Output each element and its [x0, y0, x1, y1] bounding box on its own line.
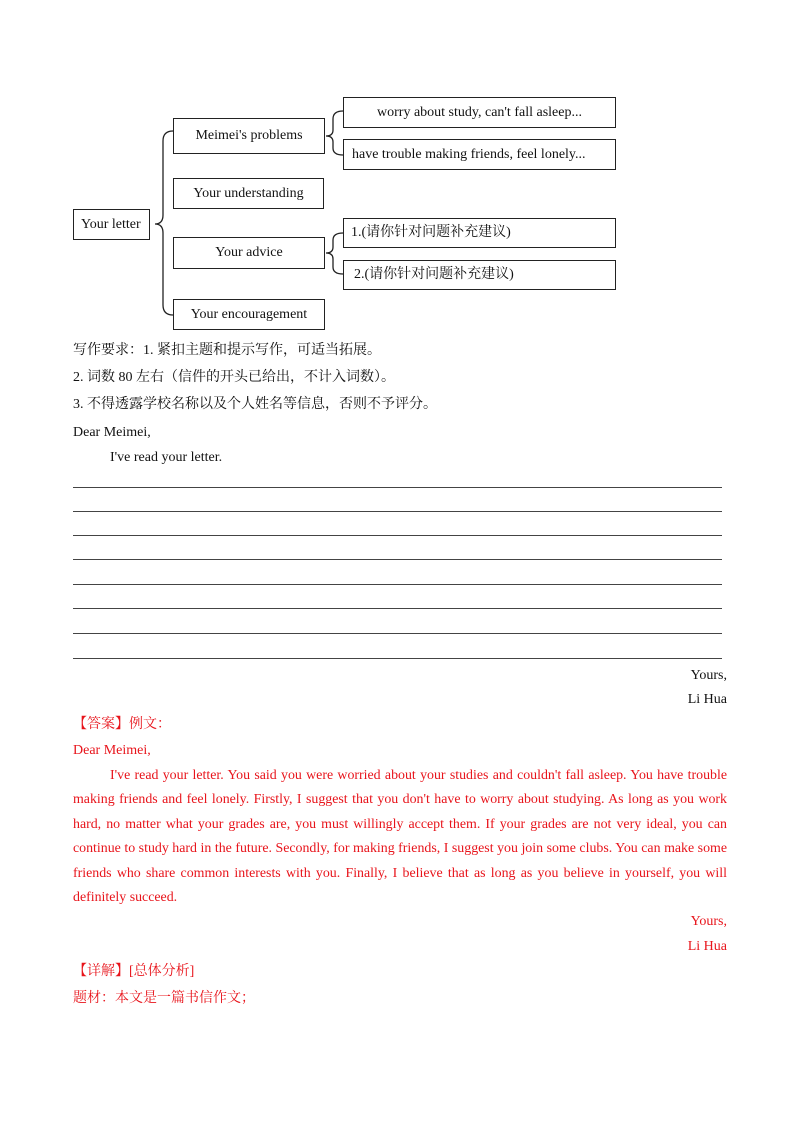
answer-closing: Yours, — [690, 914, 727, 929]
diagram-problem-study: worry about study, can't fall asleep... — [343, 97, 616, 128]
writing-line — [73, 487, 722, 488]
analysis-label: 【详解】[总体分析] — [73, 964, 195, 979]
writing-line — [73, 535, 722, 536]
diagram-root-your-letter: Your letter — [73, 209, 150, 240]
diagram-branch-problems: Meimei's problems — [173, 118, 325, 154]
writing-line — [73, 608, 722, 609]
answer-label: 【答案】例文： — [73, 717, 171, 732]
letter-closing: Yours, — [690, 668, 727, 683]
diagram-branch-advice: Your advice — [173, 237, 325, 269]
diagram-branch-understanding: Your understanding — [173, 178, 324, 209]
diagram-advice-2: 2.(请你针对问题补充建议) — [343, 260, 616, 290]
writing-line — [73, 511, 722, 512]
analysis-genre: 题材：本文是一篇书信作文； — [73, 991, 255, 1006]
writing-line — [73, 559, 722, 560]
letter-salutation: Dear Meimei, — [73, 425, 151, 440]
writing-line — [73, 633, 722, 634]
writing-line — [73, 658, 722, 659]
requirement-2: 2. 词数 80 左右（信件的开头已给出，不计入词数）。 — [73, 370, 395, 385]
letter-signature: Li Hua — [687, 692, 727, 707]
answer-body: I've read your letter. You said you were worried about your studies and couldn't fall asleep. You have trouble making friends and feel lonely. Firstly, I suggest that you don't have to worry about studying. As long as you work hard, no matter what your grades are, you must willingly accept them. If your grades are not very ideal, you can continue to study hard in the future. Secondly, for making friends, I suggest you join some clubs. You can make some friends who share common interests with you. Finally, I believe that as long as you believe in yourself, you will definitely succeed. — [73, 768, 727, 906]
diagram-advice-1: 1.(请你针对问题补充建议) — [343, 218, 616, 248]
answer-signature: Li Hua — [687, 939, 727, 954]
diagram-problem-friends: have trouble making friends, feel lonely... — [343, 139, 616, 170]
writing-line — [73, 584, 722, 585]
requirement-3: 3. 不得透露学校名称以及个人姓名等信息，否则不予评分。 — [73, 397, 437, 412]
letter-opening: I've read your letter. — [110, 450, 223, 465]
answer-salutation: Dear Meimei, — [73, 743, 151, 758]
requirement-1: 写作要求：1. 紧扣主题和提示写作，可适当拓展。 — [73, 343, 381, 358]
diagram-branch-encouragement: Your encouragement — [173, 299, 325, 330]
